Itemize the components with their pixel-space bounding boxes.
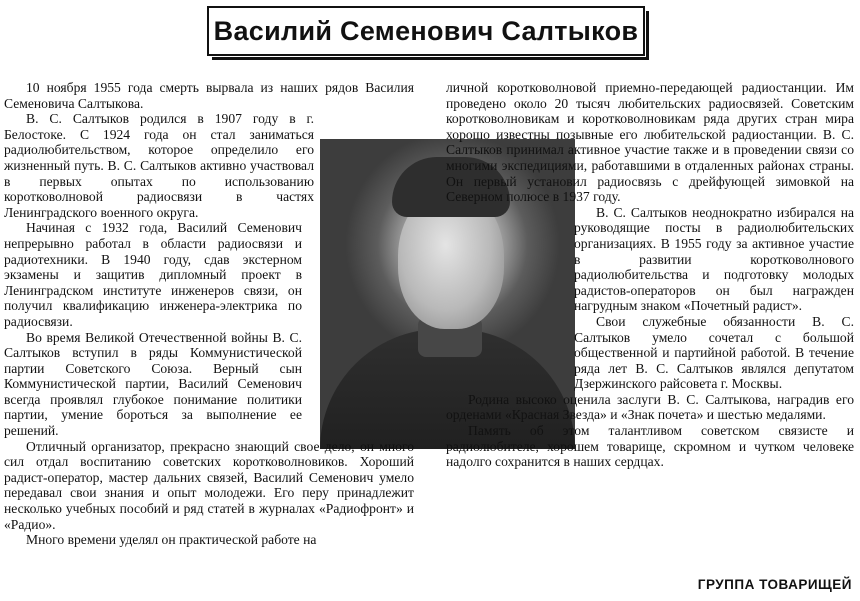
signature: ГРУППА ТОВАРИЩЕЙ <box>697 577 852 592</box>
paragraph: 10 ноября 1955 года смерть вырвала из наших рядов Василия Семеновича Салтыкова. <box>4 80 414 111</box>
title-frame <box>207 6 645 56</box>
left-column <box>4 80 414 548</box>
paragraph: Начиная с 1932 года, Василий Семенович непрерывно работал в области радиосвязи и радиотехники. В 1940 году, сдав экстерном экзамены и защитив дипломный проект в Ленинградском институте инженеров связи, он получил квалификацию инженера-электрика по радиосвязи. <box>4 220 302 329</box>
paragraph: Память об этом талантливом советском связисте и радиолюбителе, хорошем товарище, скромном и чутком человеке надолго сохранится в наших сердцах. <box>446 423 854 470</box>
paragraph: личной коротковолновой приемно-передающей радиостанции. Им проведено около 20 тысяч любительских радиосвязей. Советским коротковолновикам и коротковолновикам ряда других стран мира хорошо известны позывные его любительской радиостанции. В. С. Салтыков принимал активное участие также и в проведении связи со многими экспедициями, работавшими в отдаленных районах страны. Он первый установил радиосвязь с дрейфующей зимовкой на Северном полюсе в 1937 году. <box>446 80 854 205</box>
paragraph: Много времени уделял он практической работе на <box>26 532 317 548</box>
page-title: Василий Семенович Салтыков <box>213 15 639 46</box>
paragraph: Свои служебные обязанности В. С. Салтыков умело сочетал с большой общественной и партийной работой. В течение ряда лет В. С. Салтыков являлся депутатом Дзержинского райсовета г. Москвы. <box>574 313 854 392</box>
paragraph: Отличный организатор, прекрасно знающий свое дело, он много сил отдал воспитанию советских коротковолновиков. Хороший радист-оператор, мастер дальних связей, Василий Семенович умело передавал свои знания и опыт молодежи. Его перу принадлежит несколько учебных пособий и ряд статей в журналах «Радиофронт» и «Радио». <box>4 438 414 532</box>
right-column <box>446 80 854 470</box>
paragraph: В. С. Салтыков неоднократно избирался на руководящие посты в радиолюбительских организациях. В 1955 году за активное участие в развитии коротковолнового радиолюбительства и подготовку молодых радистов-операторов он был награжден нагрудным знаком «Почетный радист». <box>574 204 854 314</box>
paragraph: Во время Великой Отечественной войны В. С. Салтыков вступил в ряды Коммунистической партии Советского Союза. Верный сын Коммунистической партии, Василий Семенович всегда проявлял глубокое понимание политики партии, умение бороться за выполнение ее решений. <box>4 329 302 439</box>
paragraph: В. С. Салтыков родился в 1907 году в г. Белостоке. С 1924 года он стал заниматься радиолюбительством, которое определило его жизненный путь. В. С. Салтыков активно участвовал в первых опытах по использованию коротковолновой радиосвязи в частях Ленинградского военного округа. <box>4 111 314 220</box>
paragraph: Родина высоко оценила заслуги В. С. Салтыкова, наградив его орденами «Красная Звезда» и «Знак почета» и шестью медалями. <box>446 391 854 423</box>
